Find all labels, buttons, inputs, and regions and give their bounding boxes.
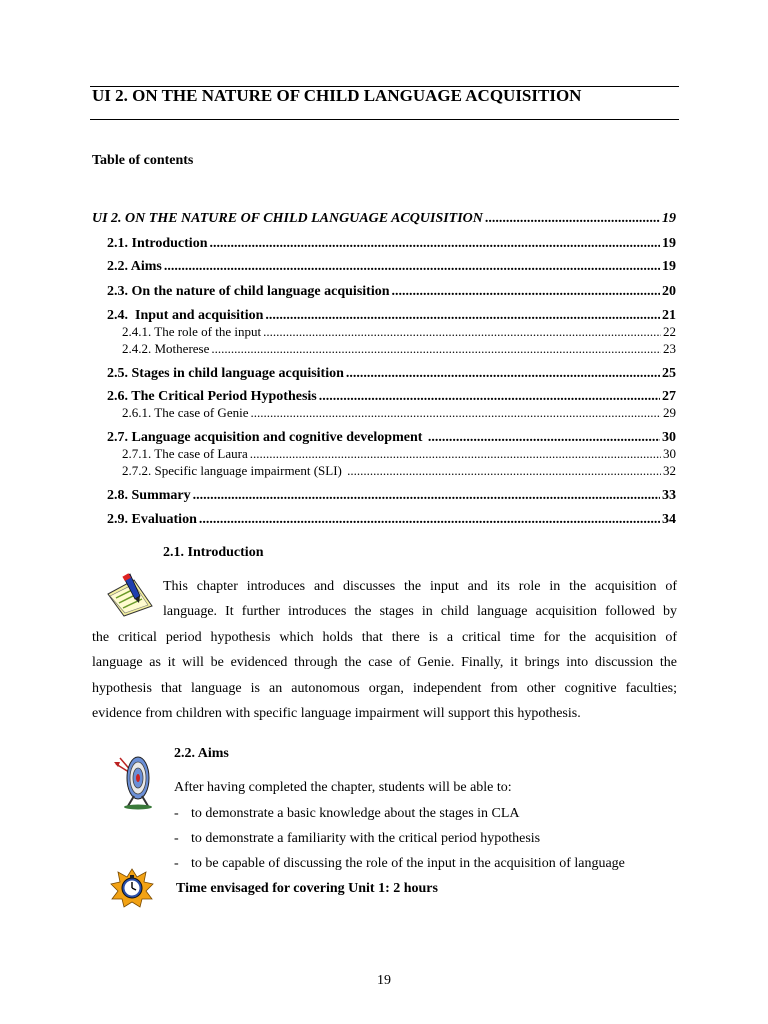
toc-entry-label: 2.2. Aims [107,259,162,274]
toc-entry-label: 2.3. On the nature of child language acquisition [107,284,390,299]
clock-icon [110,868,154,908]
aims-item-text: to demonstrate a basic knowledge about the stages in CLA [191,806,520,821]
toc-entry-label: 2.7.1. The case of Laura [122,446,248,461]
toc-page-number: 30 [663,446,676,461]
aims-item-text: to demonstrate a familiarity with the critical period hypothesis [191,831,541,846]
bullet-dash: - [174,831,179,846]
introduction-line: This chapter introduces and discusses the input and its role in the acquisition of [163,579,677,594]
toc-leader [263,325,661,339]
toc-page-number: 25 [662,366,676,381]
toc-entry-label: 2.6. The Critical Period Hypothesis [107,389,317,404]
toc-entry[interactable] [107,259,676,275]
introduction-line: the critical period hypothesis which holds that there is a critical time for the acquisition of [92,629,677,645]
toc-entry[interactable] [107,284,676,300]
target-icon [108,752,158,810]
toc-page-number: 29 [663,405,676,420]
toc-leader [164,259,660,275]
toc-subentry[interactable] [122,447,676,461]
toc-page-number: 19 [662,259,676,274]
toc-entry-label: 2.4.2. Motherese [122,341,210,356]
page-number: 19 [377,973,391,988]
toc-entry-label: 2.6.1. The case of Genie [122,405,249,420]
introduction-line: hypothesis that language is an autonomous organ, independent from other cognitive faculties; [92,680,677,696]
aims-item-text: to be capable of discussing the role of the input in the acquisition of language [191,856,625,871]
toc-page-number: 21 [662,308,676,323]
introduction-line: language. It further introduces the stages in child language acquisition followed by [163,604,677,620]
toc-entry-label: 2.9. Evaluation [107,512,197,527]
title-bottom-rule [90,119,679,120]
toc-entry-label: 2.7. Language acquisition and cognitive development [107,430,426,445]
toc-leader [193,488,660,504]
introduction-paragraph [92,574,677,726]
toc-entry-label: 2.5. Stages in child language acquisition [107,366,344,381]
toc-leader [199,512,660,528]
toc-page-number: 33 [662,488,676,503]
toc-leader [209,236,660,252]
introduction-line: evidence from children with specific language impairment will support this hypothesis. [92,706,581,722]
aims-list-item [174,806,520,822]
bullet-dash: - [174,806,179,821]
toc-entry[interactable] [107,512,676,528]
toc-leader [346,366,660,382]
toc-leader [211,342,661,356]
introduction-line: language as it will be evidenced through the case of Genie. Finally, it brings into discussion the [92,655,677,671]
toc-heading: Table of contents [92,153,194,168]
toc-entry-label: UI 2. ON THE NATURE OF CHILD LANGUAGE ACQUISITION [92,211,483,226]
toc-leader [265,308,660,324]
toc-leader [485,211,660,227]
toc-entry-label: 2.4. Input and acquisition [107,308,264,323]
toc-entry-label: 2.8. Summary [107,488,191,503]
toc-entry[interactable] [107,389,676,405]
section-heading-introduction: 2.1. Introduction [163,545,264,560]
toc-page-number: 20 [662,284,676,299]
toc-entry[interactable] [107,308,676,324]
toc-subentry[interactable] [122,464,676,478]
toc-page-number: 19 [662,211,676,226]
toc-entry[interactable] [107,488,676,504]
toc-leader [250,447,661,461]
toc-entry[interactable] [107,430,676,446]
toc-subentry[interactable] [122,325,676,339]
toc-entry-label: 2.4.1. The role of the input [122,324,262,339]
unit-title: UI 2. ON THE NATURE OF CHILD LANGUAGE ACQUISITION [92,86,582,105]
toc-page-number: 30 [662,430,676,445]
toc-entry-label: 2.1. Introduction [107,236,208,251]
aims-intro: After having completed the chapter, students will be able to: [174,780,512,795]
toc-entry[interactable] [107,366,676,382]
toc-subentry[interactable] [122,406,676,420]
aims-list-item [174,831,540,847]
toc-page-number: 19 [662,236,676,251]
toc-page-number: 22 [663,324,676,339]
toc-leader [392,284,660,300]
toc-leader [250,406,661,420]
toc-leader [428,430,660,446]
toc-page-number: 23 [663,341,676,356]
section-heading-aims: 2.2. Aims [174,746,229,761]
toc-subentry[interactable] [122,342,676,356]
toc-page-number: 27 [662,389,676,404]
aims-list-item [174,856,625,872]
toc-entry[interactable] [107,236,676,252]
bullet-dash: - [174,856,179,871]
toc-page-number: 34 [662,512,676,527]
toc-entry-unit[interactable] [92,211,676,227]
time-envisaged: Time envisaged for covering Unit 1: 2 hours [176,881,438,896]
toc-page-number: 32 [663,463,676,478]
toc-leader [319,389,660,405]
toc-leader [347,464,661,478]
toc-entry-label: 2.7.2. Specific language impairment (SLI) [122,463,346,478]
